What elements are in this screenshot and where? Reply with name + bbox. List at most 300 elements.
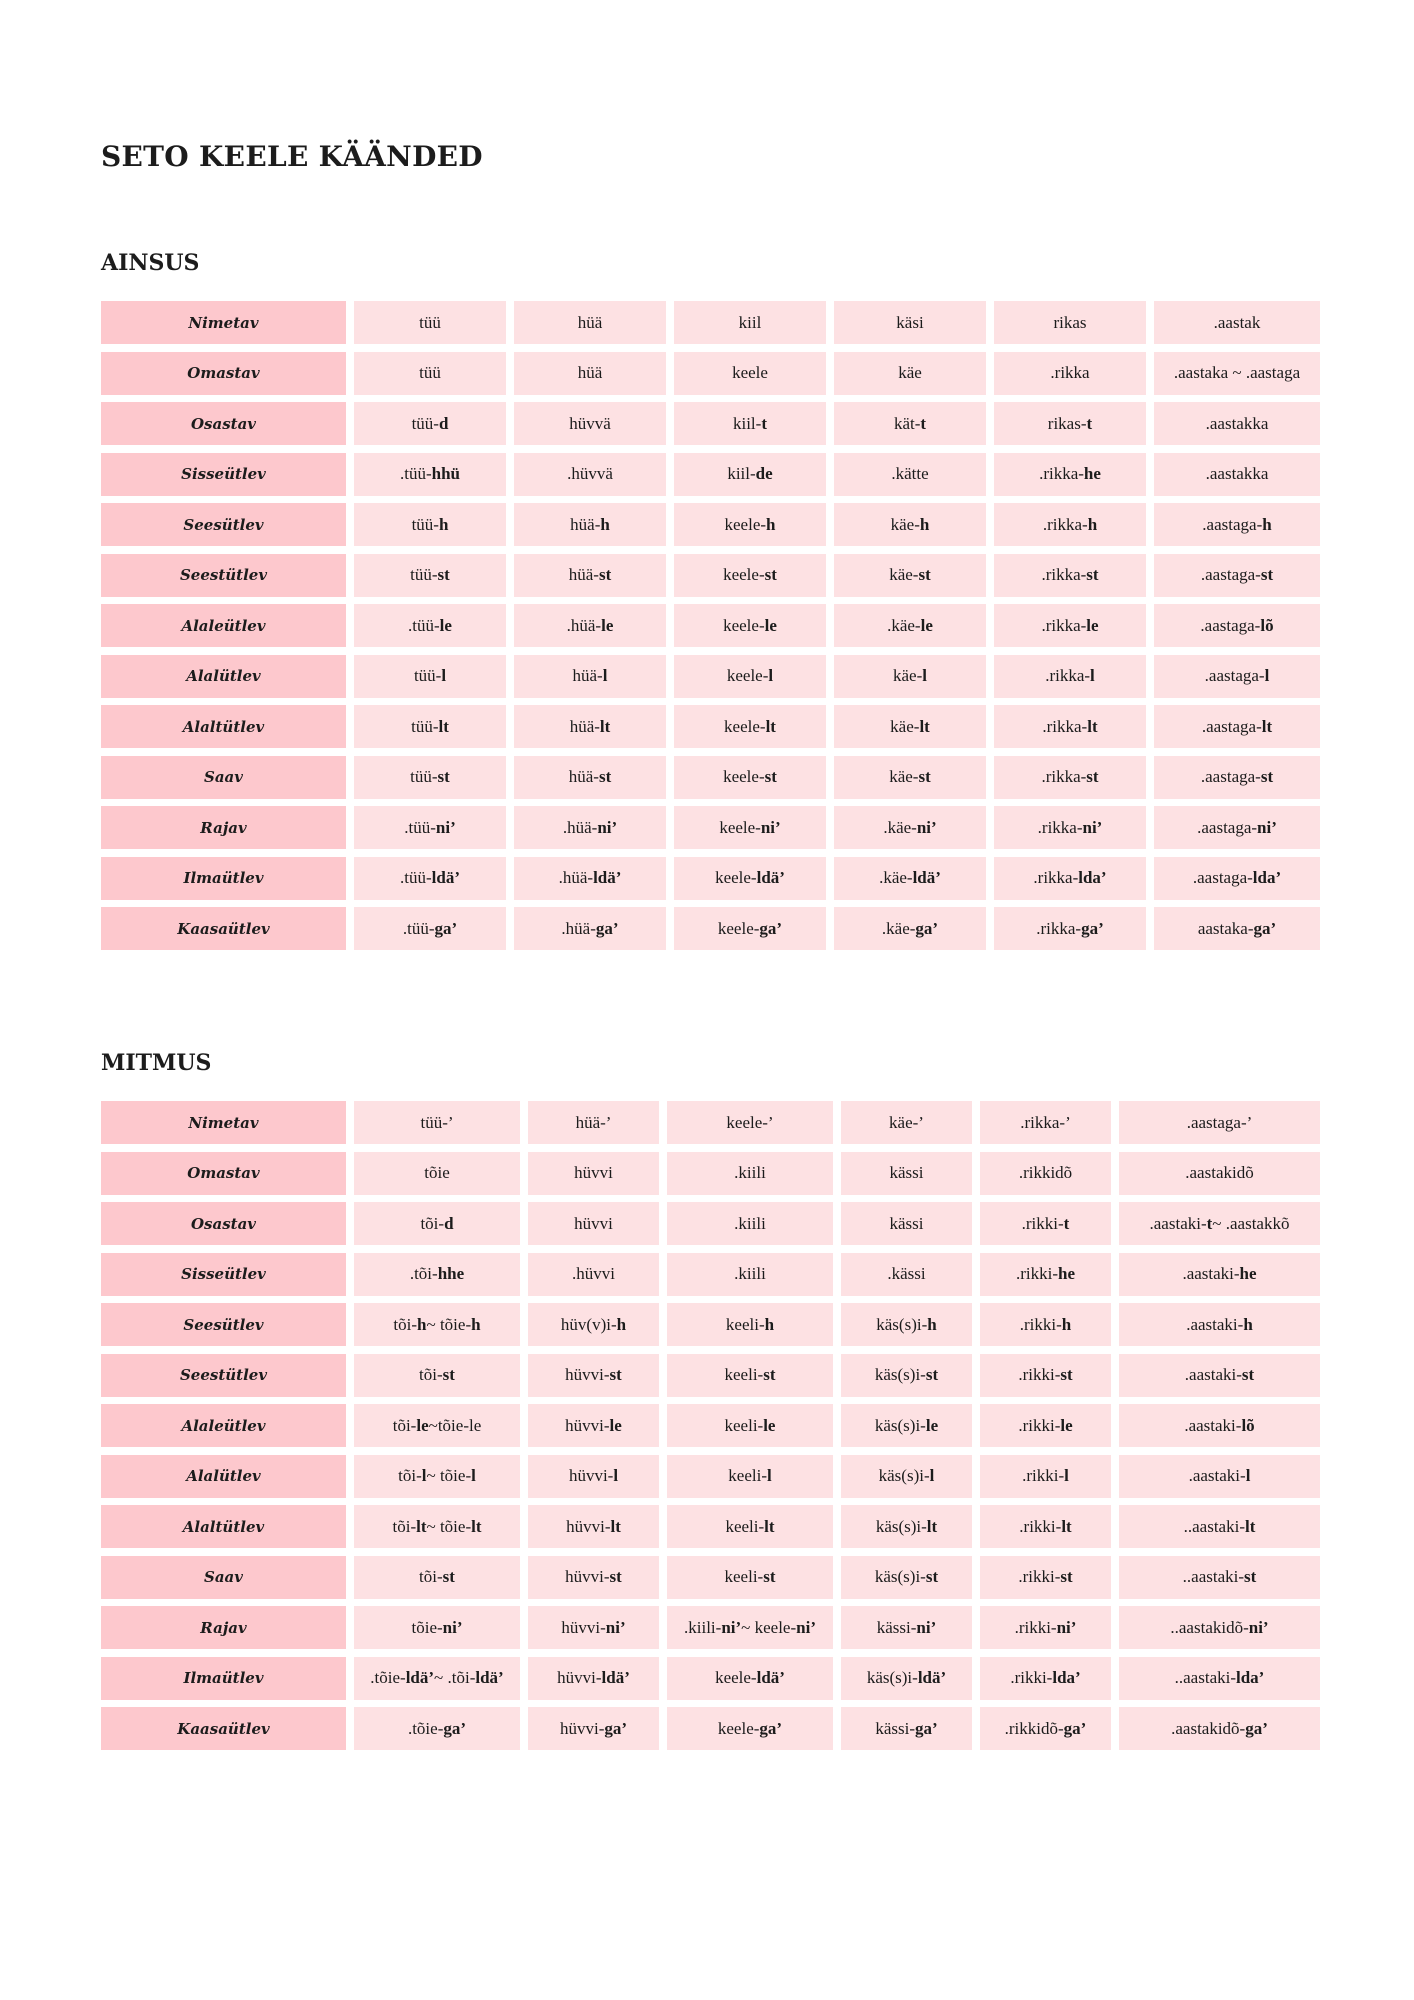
word-stem: .kiili bbox=[734, 1264, 766, 1283]
singular-form-cell bbox=[674, 453, 826, 496]
plural-form-cell bbox=[1119, 1152, 1320, 1195]
case-ending: lt bbox=[919, 716, 930, 736]
word-stem: rikas bbox=[1053, 312, 1087, 332]
word-stem: tõi- bbox=[419, 1365, 443, 1384]
plural-form-cell bbox=[980, 1455, 1111, 1498]
case-ending: ni’ bbox=[916, 817, 937, 837]
case-name-ilmaütlev: Ilmaütlev bbox=[101, 857, 346, 900]
word-stem: hüä- bbox=[568, 565, 599, 584]
plural-form-cell bbox=[841, 1152, 972, 1195]
word-stem: .rikka- bbox=[1042, 716, 1088, 736]
case-ending: st bbox=[764, 565, 777, 584]
word-stem: kiil bbox=[738, 312, 762, 332]
case-ending: ga’ bbox=[1063, 1718, 1087, 1738]
case-ending: ga’ bbox=[759, 1718, 783, 1738]
case-ending: ni’ bbox=[597, 817, 618, 837]
case-ending: le bbox=[763, 1415, 776, 1435]
case-ending: ni’ bbox=[796, 1617, 816, 1637]
plural-form-cell bbox=[528, 1253, 659, 1296]
case-ending: st bbox=[925, 1365, 939, 1384]
case-ending: ni’ bbox=[442, 1617, 463, 1637]
singular-form-cell bbox=[1154, 907, 1320, 950]
singular-form-cell bbox=[1154, 503, 1320, 546]
plural-form-cell bbox=[1119, 1455, 1320, 1498]
singular-form-cell bbox=[1154, 857, 1320, 900]
case-ending: he bbox=[1058, 1264, 1076, 1283]
plural-form-cell bbox=[1119, 1606, 1320, 1649]
plural-case-table bbox=[101, 1101, 1318, 1750]
case-ending: ga’ bbox=[443, 1718, 467, 1738]
word-stem: keele- bbox=[717, 918, 760, 938]
case-ending: h bbox=[919, 514, 930, 534]
word-stem: kät- bbox=[893, 413, 921, 433]
word-stem: tõi- bbox=[398, 1466, 422, 1485]
word-stem: ~ tõie- bbox=[426, 1314, 472, 1334]
word-stem: tüü- bbox=[411, 514, 439, 534]
plural-form-cell bbox=[980, 1303, 1111, 1346]
word-stem: hüvvi- bbox=[565, 1567, 610, 1586]
plural-form-cell bbox=[354, 1707, 520, 1750]
word-stem: .aastakka bbox=[1205, 413, 1269, 433]
plural-form-cell bbox=[354, 1101, 520, 1144]
case-ending: h bbox=[417, 1314, 427, 1334]
singular-form-cell bbox=[1154, 756, 1320, 799]
case-ending: ldä’ bbox=[405, 1668, 435, 1687]
word-stem: .aastakidõ bbox=[1185, 1163, 1254, 1182]
singular-form-cell bbox=[674, 604, 826, 647]
case-ending: ni’ bbox=[1257, 817, 1277, 837]
case-ending: lõ bbox=[1260, 615, 1274, 635]
case-ending: le bbox=[925, 1415, 939, 1435]
plural-form-cell bbox=[1119, 1657, 1320, 1700]
word-stem: hüvvi bbox=[574, 1213, 613, 1233]
case-ending: st bbox=[1060, 1365, 1073, 1384]
case-ending: ldä’ bbox=[917, 1668, 947, 1687]
case-ending: st bbox=[1260, 565, 1274, 584]
singular-form-cell bbox=[994, 806, 1146, 849]
word-stem: tüü bbox=[419, 363, 441, 382]
case-name-osastav: Osastav bbox=[101, 402, 346, 445]
singular-case-table bbox=[101, 301, 1318, 950]
case-ending: he bbox=[1083, 464, 1101, 483]
word-stem: .kätte bbox=[891, 464, 929, 483]
plural-form-cell bbox=[528, 1657, 659, 1700]
singular-form-cell bbox=[674, 907, 826, 950]
word-stem: tüü- bbox=[410, 767, 438, 786]
plural-form-cell bbox=[1119, 1354, 1320, 1397]
singular-form-cell bbox=[354, 604, 506, 647]
word-stem: keele- bbox=[724, 716, 766, 736]
plural-form-cell bbox=[354, 1253, 520, 1296]
case-ending: h bbox=[471, 1314, 481, 1334]
singular-form-cell bbox=[674, 352, 826, 395]
case-ending: st bbox=[918, 767, 931, 786]
case-ending: st bbox=[609, 1365, 622, 1384]
plural-form-cell bbox=[667, 1606, 833, 1649]
singular-form-cell bbox=[674, 402, 826, 445]
case-ending: st bbox=[1260, 767, 1274, 786]
singular-form-cell bbox=[354, 301, 506, 344]
singular-form-cell bbox=[674, 503, 826, 546]
word-stem: hüä bbox=[577, 312, 603, 332]
case-ending: ldä’ bbox=[593, 868, 622, 887]
case-ending: lt bbox=[764, 1516, 775, 1536]
word-stem: .aastaki- bbox=[1188, 1466, 1246, 1485]
case-ending: lt bbox=[599, 716, 611, 736]
plural-form-cell bbox=[1119, 1707, 1320, 1750]
case-ending: l bbox=[421, 1466, 427, 1485]
plural-form-cell bbox=[1119, 1101, 1320, 1144]
singular-form-cell bbox=[834, 655, 986, 698]
word-stem: käe- bbox=[890, 716, 920, 736]
case-ending: l bbox=[1090, 666, 1095, 685]
word-stem: ~ tõie- bbox=[426, 1466, 472, 1485]
word-stem: .rikka- bbox=[1041, 565, 1087, 584]
case-name-rajav: Rajav bbox=[101, 1606, 346, 1649]
plural-form-cell bbox=[528, 1152, 659, 1195]
case-ending: hhe bbox=[437, 1264, 465, 1283]
case-ending: ga’ bbox=[595, 918, 619, 938]
singular-form-cell bbox=[834, 402, 986, 445]
case-ending: lt bbox=[1244, 1516, 1256, 1536]
word-stem: .tüü- bbox=[404, 817, 436, 837]
singular-form-cell bbox=[994, 402, 1146, 445]
word-stem: tõie bbox=[424, 1163, 450, 1182]
plural-form-cell bbox=[667, 1404, 833, 1447]
case-ending: lda’ bbox=[1078, 868, 1107, 887]
word-stem: hüvvi bbox=[574, 1163, 613, 1182]
case-ending: le bbox=[764, 615, 777, 635]
word-stem: .kiili bbox=[734, 1163, 766, 1182]
plural-form-cell bbox=[980, 1707, 1111, 1750]
word-stem: keele bbox=[732, 363, 768, 382]
plural-form-cell bbox=[667, 1303, 833, 1346]
page-title: SETO KEELE KÄÄNDED bbox=[101, 140, 483, 173]
word-stem: hüä bbox=[577, 363, 603, 382]
plural-form-cell bbox=[354, 1606, 520, 1649]
case-ending: st bbox=[1086, 565, 1099, 584]
word-stem: .rikkidõ- bbox=[1004, 1718, 1064, 1738]
case-ending: st bbox=[1244, 1567, 1257, 1586]
singular-form-cell bbox=[514, 352, 666, 395]
case-ending: st bbox=[437, 767, 450, 786]
case-ending: ldä’ bbox=[431, 868, 460, 887]
plural-form-cell bbox=[841, 1455, 972, 1498]
case-name-seesütlev: Seesütlev bbox=[101, 503, 346, 546]
singular-form-cell bbox=[354, 453, 506, 496]
word-stem: .käe- bbox=[883, 817, 917, 837]
word-stem: käe-’ bbox=[889, 1112, 924, 1132]
word-stem: hüvvi- bbox=[566, 1516, 611, 1536]
word-stem: .tõie- bbox=[370, 1668, 406, 1687]
case-ending: lt bbox=[416, 1516, 427, 1536]
case-ending: ldä’ bbox=[756, 1668, 785, 1687]
case-ending: h bbox=[1087, 514, 1098, 534]
case-name-nimetav: Nimetav bbox=[101, 1101, 346, 1144]
plural-form-cell bbox=[667, 1707, 833, 1750]
word-stem: kässi- bbox=[875, 1718, 915, 1738]
word-stem: käs(s)i- bbox=[878, 1466, 930, 1485]
case-ending: ga’ bbox=[604, 1718, 628, 1738]
word-stem: .aastaga- bbox=[1201, 716, 1262, 736]
word-stem: hüä-’ bbox=[575, 1112, 612, 1132]
word-stem: .aastaga- bbox=[1202, 514, 1263, 534]
singular-form-cell bbox=[1154, 352, 1320, 395]
case-ending: st bbox=[1060, 1567, 1073, 1586]
case-name-nimetav: Nimetav bbox=[101, 301, 346, 344]
case-ending: he bbox=[1239, 1264, 1257, 1283]
word-stem: keeli- bbox=[724, 1415, 764, 1435]
word-stem: käs(s)i- bbox=[874, 1415, 926, 1435]
singular-form-cell bbox=[994, 352, 1146, 395]
word-stem: .aastaki- bbox=[1184, 1415, 1242, 1435]
singular-form-cell bbox=[1154, 402, 1320, 445]
case-ending: ni’ bbox=[435, 817, 456, 837]
word-stem: tõi- bbox=[392, 1516, 417, 1536]
word-stem: hüä- bbox=[569, 716, 600, 736]
case-ending: h bbox=[600, 514, 610, 534]
plural-form-cell bbox=[667, 1455, 833, 1498]
plural-form-cell bbox=[841, 1253, 972, 1296]
singular-form-cell bbox=[354, 655, 506, 698]
singular-form-cell bbox=[994, 604, 1146, 647]
plural-form-cell bbox=[667, 1101, 833, 1144]
word-stem: kiil- bbox=[727, 464, 756, 483]
word-stem: ..aastakidõ- bbox=[1170, 1617, 1249, 1637]
singular-form-cell bbox=[674, 655, 826, 698]
word-stem: .rikki- bbox=[1018, 1567, 1061, 1586]
singular-form-cell bbox=[834, 554, 986, 597]
singular-form-cell bbox=[994, 756, 1146, 799]
word-stem: .hüvvi bbox=[572, 1264, 615, 1283]
case-ending: le bbox=[609, 1415, 622, 1435]
singular-form-cell bbox=[1154, 705, 1320, 748]
word-stem: käe- bbox=[889, 565, 919, 584]
case-name-seestütlev: Seestütlev bbox=[101, 1354, 346, 1397]
case-ending: ni’ bbox=[605, 1617, 626, 1637]
case-name-kaasaütlev: Kaasaütlev bbox=[101, 907, 346, 950]
singular-form-cell bbox=[354, 352, 506, 395]
plural-form-cell bbox=[528, 1455, 659, 1498]
word-stem: .käe- bbox=[879, 868, 913, 887]
plural-form-cell bbox=[980, 1354, 1111, 1397]
plural-form-cell bbox=[354, 1303, 520, 1346]
word-stem: tõi- bbox=[392, 1415, 417, 1435]
word-stem: .aastak bbox=[1213, 312, 1261, 332]
singular-form-cell bbox=[354, 857, 506, 900]
singular-form-cell bbox=[994, 554, 1146, 597]
plural-form-cell bbox=[980, 1101, 1111, 1144]
plural-form-cell bbox=[841, 1606, 972, 1649]
singular-form-cell bbox=[994, 655, 1146, 698]
word-stem: käe bbox=[898, 363, 922, 382]
word-stem: ..aastaki- bbox=[1182, 1567, 1245, 1586]
word-stem: käe- bbox=[893, 666, 923, 685]
case-ending: l bbox=[441, 666, 447, 685]
case-ending: l bbox=[471, 1466, 476, 1485]
plural-form-cell bbox=[528, 1404, 659, 1447]
word-stem: keeli- bbox=[725, 1314, 765, 1334]
case-ending: st bbox=[925, 1567, 939, 1586]
case-ending: ga’ bbox=[1081, 918, 1104, 938]
plural-form-cell bbox=[841, 1707, 972, 1750]
singular-form-cell bbox=[994, 705, 1146, 748]
word-stem: hüä- bbox=[572, 666, 603, 685]
plural-form-cell bbox=[841, 1505, 972, 1548]
word-stem: ~ .tõi- bbox=[434, 1668, 476, 1687]
plural-form-cell bbox=[841, 1303, 972, 1346]
case-ending: st bbox=[609, 1567, 622, 1586]
case-ending: h bbox=[616, 1314, 627, 1334]
plural-form-cell bbox=[841, 1556, 972, 1599]
case-ending: ni’ bbox=[1056, 1617, 1077, 1637]
case-ending: st bbox=[598, 565, 612, 584]
case-ending: ldä’ bbox=[475, 1668, 504, 1687]
word-stem: .rikka-’ bbox=[1020, 1112, 1071, 1132]
word-stem: keele- bbox=[726, 666, 769, 685]
plural-form-cell bbox=[1119, 1253, 1320, 1296]
case-ending: t bbox=[920, 413, 927, 433]
case-ending: ldä’ bbox=[756, 868, 785, 887]
case-ending: h bbox=[927, 1314, 937, 1334]
case-ending: h bbox=[766, 514, 776, 534]
word-stem: .tüü- bbox=[402, 918, 435, 938]
singular-form-cell bbox=[1154, 806, 1320, 849]
case-name-alalütlev: Alalütlev bbox=[101, 1455, 346, 1498]
case-name-alaleütlev: Alaleütlev bbox=[101, 1404, 346, 1447]
singular-form-cell bbox=[834, 907, 986, 950]
word-stem: keele- bbox=[715, 868, 757, 887]
case-ending: lda’ bbox=[1052, 1668, 1081, 1687]
word-stem: .rikka- bbox=[1045, 666, 1091, 685]
word-stem: keele- bbox=[723, 615, 765, 635]
singular-form-cell bbox=[354, 503, 506, 546]
case-ending: lt bbox=[1261, 716, 1273, 736]
plural-form-cell bbox=[980, 1404, 1111, 1447]
word-stem: käe- bbox=[889, 767, 919, 786]
word-stem: .aastaga- bbox=[1192, 868, 1253, 887]
case-name-seesütlev: Seesütlev bbox=[101, 1303, 346, 1346]
word-stem: keeli- bbox=[724, 1365, 764, 1384]
word-stem: .rikka- bbox=[1037, 817, 1083, 837]
plural-form-cell bbox=[980, 1202, 1111, 1245]
case-ending: lda’ bbox=[1236, 1668, 1265, 1687]
word-stem: tõie- bbox=[411, 1617, 443, 1637]
case-ending: st bbox=[1086, 767, 1099, 786]
plural-form-cell bbox=[1119, 1404, 1320, 1447]
word-stem: .aastaga-’ bbox=[1186, 1112, 1253, 1132]
word-stem: .rikkidõ bbox=[1018, 1163, 1073, 1182]
plural-form-cell bbox=[354, 1657, 520, 1700]
singular-form-cell bbox=[514, 756, 666, 799]
singular-form-cell bbox=[354, 705, 506, 748]
word-stem: .hüä- bbox=[561, 918, 596, 938]
singular-form-cell bbox=[514, 705, 666, 748]
singular-form-cell bbox=[514, 907, 666, 950]
case-name-alalütlev: Alalütlev bbox=[101, 655, 346, 698]
word-stem: .hüä- bbox=[566, 615, 602, 635]
plural-form-cell bbox=[1119, 1556, 1320, 1599]
case-name-saav: Saav bbox=[101, 1556, 346, 1599]
case-ending: t bbox=[761, 413, 767, 433]
plural-form-cell bbox=[667, 1657, 833, 1700]
case-ending: ga’ bbox=[915, 1718, 938, 1738]
word-stem: hüvvi- bbox=[565, 1415, 610, 1435]
singular-form-cell bbox=[514, 402, 666, 445]
plural-form-cell bbox=[667, 1152, 833, 1195]
word-stem: .hüä- bbox=[562, 817, 598, 837]
word-stem: .rikki- bbox=[1014, 1617, 1057, 1637]
word-stem: .rikka bbox=[1050, 363, 1090, 382]
plural-form-cell bbox=[354, 1152, 520, 1195]
case-ending: l bbox=[602, 666, 608, 685]
word-stem: keele- bbox=[719, 817, 761, 837]
plural-form-cell bbox=[980, 1505, 1111, 1548]
plural-form-cell bbox=[980, 1606, 1111, 1649]
singular-form-cell bbox=[514, 655, 666, 698]
word-stem: .rikki- bbox=[1019, 1314, 1062, 1334]
singular-form-cell bbox=[834, 705, 986, 748]
word-stem: hüvvi- bbox=[565, 1365, 610, 1384]
case-name-ilmaütlev: Ilmaütlev bbox=[101, 1657, 346, 1700]
singular-form-cell bbox=[514, 554, 666, 597]
case-ending: lt bbox=[926, 1516, 938, 1536]
case-ending: le bbox=[1060, 1415, 1073, 1435]
case-ending: le bbox=[439, 615, 452, 635]
plural-form-cell bbox=[841, 1404, 972, 1447]
case-ending: lõ bbox=[1241, 1415, 1255, 1435]
plural-form-cell bbox=[1119, 1303, 1320, 1346]
singular-form-cell bbox=[354, 554, 506, 597]
singular-form-cell bbox=[1154, 604, 1320, 647]
case-ending: l bbox=[1264, 666, 1270, 685]
case-ending: ga’ bbox=[1253, 918, 1277, 938]
plural-form-cell bbox=[1119, 1505, 1320, 1548]
word-stem: .aastaki- bbox=[1182, 1264, 1240, 1283]
plural-form-cell bbox=[528, 1606, 659, 1649]
case-ending: ga’ bbox=[1245, 1718, 1268, 1738]
word-stem: ~ .aastakkõ bbox=[1212, 1213, 1290, 1233]
singular-form-cell bbox=[514, 503, 666, 546]
singular-form-cell bbox=[994, 503, 1146, 546]
word-stem: .kiili- bbox=[684, 1617, 722, 1637]
plural-form-cell bbox=[528, 1303, 659, 1346]
case-ending: l bbox=[766, 1466, 772, 1485]
word-stem: .hüvvä bbox=[567, 464, 613, 483]
word-stem: .tõi- bbox=[409, 1264, 438, 1283]
case-name-rajav: Rajav bbox=[101, 806, 346, 849]
word-stem: .kässi bbox=[887, 1264, 926, 1283]
singular-form-cell bbox=[834, 503, 986, 546]
case-ending: le bbox=[1086, 615, 1099, 635]
word-stem: .aastakka bbox=[1205, 464, 1269, 483]
case-ending: d bbox=[444, 1213, 454, 1233]
word-stem: käs(s)i- bbox=[875, 1516, 927, 1536]
word-stem: ~ keele- bbox=[741, 1617, 797, 1637]
word-stem: .käe- bbox=[887, 615, 921, 635]
word-stem: ..aastaki- bbox=[1183, 1516, 1245, 1536]
word-stem: hüä- bbox=[570, 514, 601, 534]
case-ending: ni’ bbox=[1248, 1617, 1269, 1637]
word-stem: hüä- bbox=[568, 767, 599, 786]
word-stem: tüü-’ bbox=[420, 1112, 454, 1132]
plural-form-cell bbox=[528, 1556, 659, 1599]
word-stem: tõi- bbox=[393, 1314, 418, 1334]
singular-form-cell bbox=[834, 756, 986, 799]
word-stem: hüvvi- bbox=[559, 1718, 605, 1738]
word-stem: .tüü- bbox=[408, 615, 440, 635]
word-stem: kässi bbox=[889, 1213, 924, 1233]
